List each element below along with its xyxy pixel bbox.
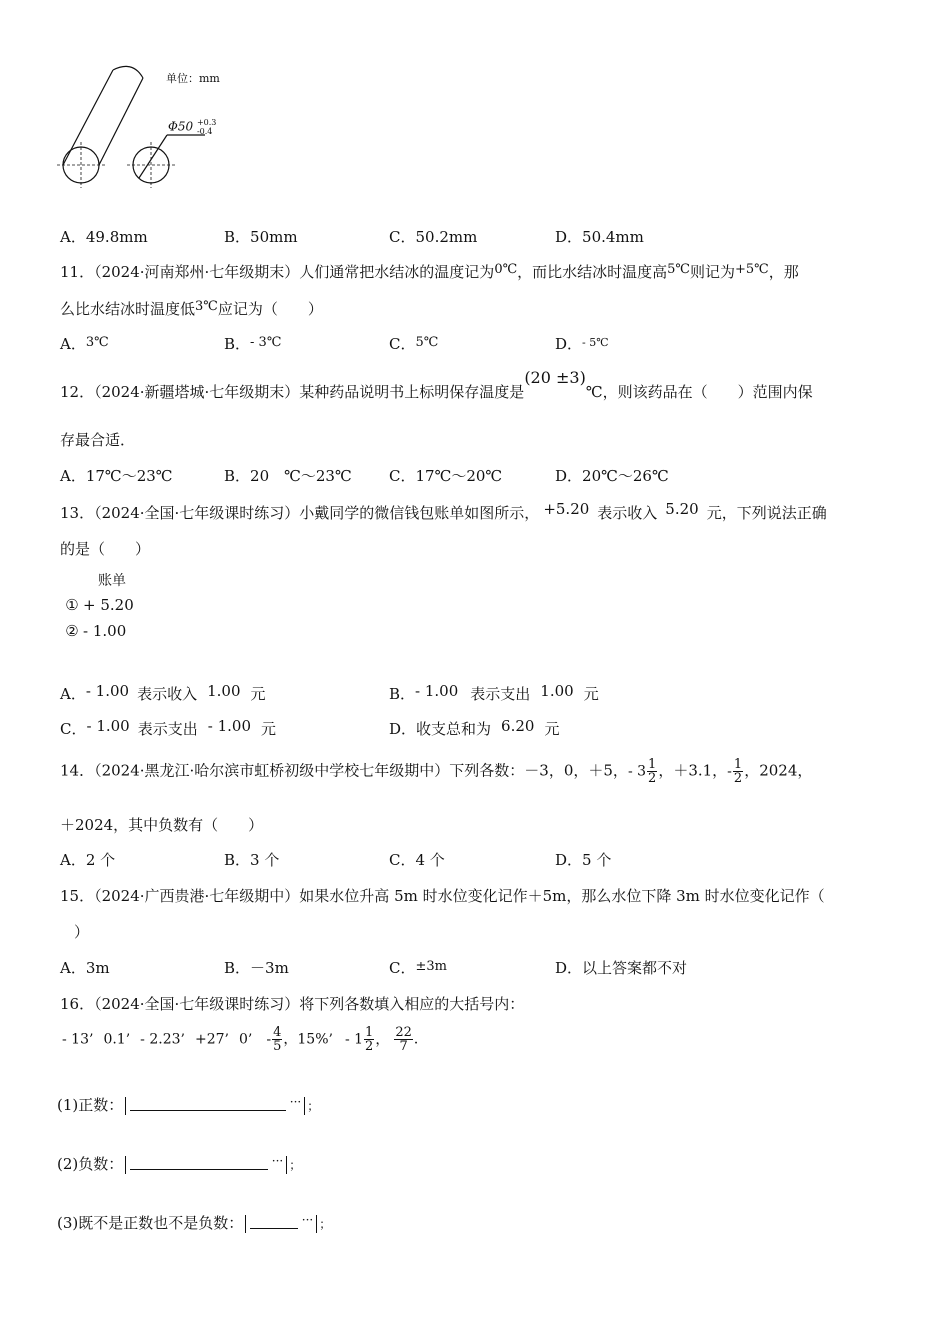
q13-option-d: D．收支总和为 6.20 元	[389, 717, 560, 738]
q12-option-d: D．20℃～26℃	[555, 467, 669, 485]
q12-option-b: B．20 ℃～23℃	[224, 467, 352, 485]
q14-line1: 14．（2024·黑龙江·哈尔滨市虹桥初级中学校七年级期中）下列各数：－3，0，＋5，- 3 $\frac{1}{2}$ ，＋3.1，- $\frac{1}{2}$ ，2024，	[60, 757, 813, 786]
q10-option-a: A．49.8mm	[60, 228, 148, 246]
q12-line2: 存最合适．	[60, 431, 136, 449]
answer-bracket[interactable]: ···	[125, 1156, 287, 1174]
q11-line1: 11．（2024·河南郑州·七年级期末）人们通常把水结冰的温度记为0℃，而比水结冰时温度高5℃则记为+5℃，那	[60, 262, 799, 281]
q14-option-b: B．3 个	[224, 851, 280, 869]
q16-part-1: (1)正数： ··· ；	[57, 1095, 320, 1114]
bill-item-2: ② - 1.00	[65, 622, 127, 640]
q11-option-d: D．$^{- 5℃}$	[555, 335, 609, 353]
q13-option-c: C．- 1.00 表示支出 - 1.00 元	[60, 717, 277, 738]
q14-line2: ＋2024，其中负数有（ ）	[60, 816, 264, 834]
q11-option-c: C．5℃	[389, 335, 439, 353]
q15-option-a: A．3m	[60, 959, 110, 977]
q13-option-b: B．- 1.00 表示支出 1.00 元	[389, 682, 599, 703]
q11-option-b: B．- 3℃	[224, 335, 282, 353]
fraction: $\frac{1}{2}$	[648, 757, 657, 786]
q13-line2: 的是（ ）	[60, 540, 151, 558]
q11-option-a: A．3℃	[60, 335, 109, 353]
q13-line1: 13．（2024·全国·七年级课时练习）小戴同学的微信钱包账单如图所示， +5.20 表示收入 5.20 元，下列说法正确	[60, 500, 827, 522]
q12-line1: 12．（2024·新疆塔城·七年级期末）某种药品说明书上标明保存温度是(20 ±3)℃，则该药品在（ ）范围内保	[60, 368, 813, 401]
q13-option-a: A．- 1.00 表示收入 1.00 元	[60, 682, 266, 703]
fraction: $\frac{1}{2}$	[365, 1025, 374, 1054]
q12-option-a: A．17℃～23℃	[60, 467, 173, 485]
q10-option-d: D．50.4mm	[555, 228, 644, 246]
q14-option-a: A．2 个	[60, 851, 116, 869]
unit-label: 单位：mm	[166, 72, 220, 85]
answer-bracket[interactable]: ···	[125, 1097, 305, 1115]
q16-part-3: (3)既不是正数也不是负数： ··· ；	[57, 1213, 332, 1232]
q16-line1: 16．（2024·全国·七年级课时练习）将下列各数填入相应的大括号内：	[60, 995, 525, 1013]
q12-option-c: C．17℃～20℃	[389, 467, 503, 485]
q15-option-c: C．±3m	[389, 959, 447, 977]
bill-title: 账单	[98, 573, 126, 589]
q11-line2: 么比水结冰时温度低3℃应记为（ ）	[60, 299, 323, 318]
fraction: $\frac{1}{2}$	[733, 757, 743, 786]
dimension-label: Φ50 +0.3 -0.4	[168, 118, 217, 136]
q14-option-d: D．5 个	[555, 851, 612, 869]
q15-option-b: B．－3m	[224, 959, 289, 977]
q15-option-d: D．以上答案都不对	[555, 959, 688, 977]
q15-line2: ）	[74, 923, 90, 941]
answer-bracket[interactable]: ···	[245, 1215, 317, 1233]
fraction: $\frac{4}{5}$	[273, 1025, 282, 1054]
fraction: $\frac{22}{7}$	[395, 1025, 412, 1054]
q16-numbers: - 13’ 0.1’ - 2.23’ +27’ 0’ - $\frac{4}{5}$ ，15%’ - 1 $\frac{1}{2}$ ， $\frac{22}{7}$ ．	[62, 1025, 428, 1054]
q15-line1: 15．（2024·广西贵港·七年级期中）如果水位升高 5m 时水位变化记作＋5m，那么水位下降 3m 时水位变化记作（	[60, 887, 825, 905]
q16-part-2: (2)负数： ··· ；	[57, 1154, 302, 1173]
q10-option-c: C．50.2mm	[389, 228, 478, 246]
q10-option-b: B．50mm	[224, 228, 298, 246]
bill-item-1: ① + 5.20	[65, 596, 134, 614]
q14-option-c: C．4 个	[389, 851, 445, 869]
